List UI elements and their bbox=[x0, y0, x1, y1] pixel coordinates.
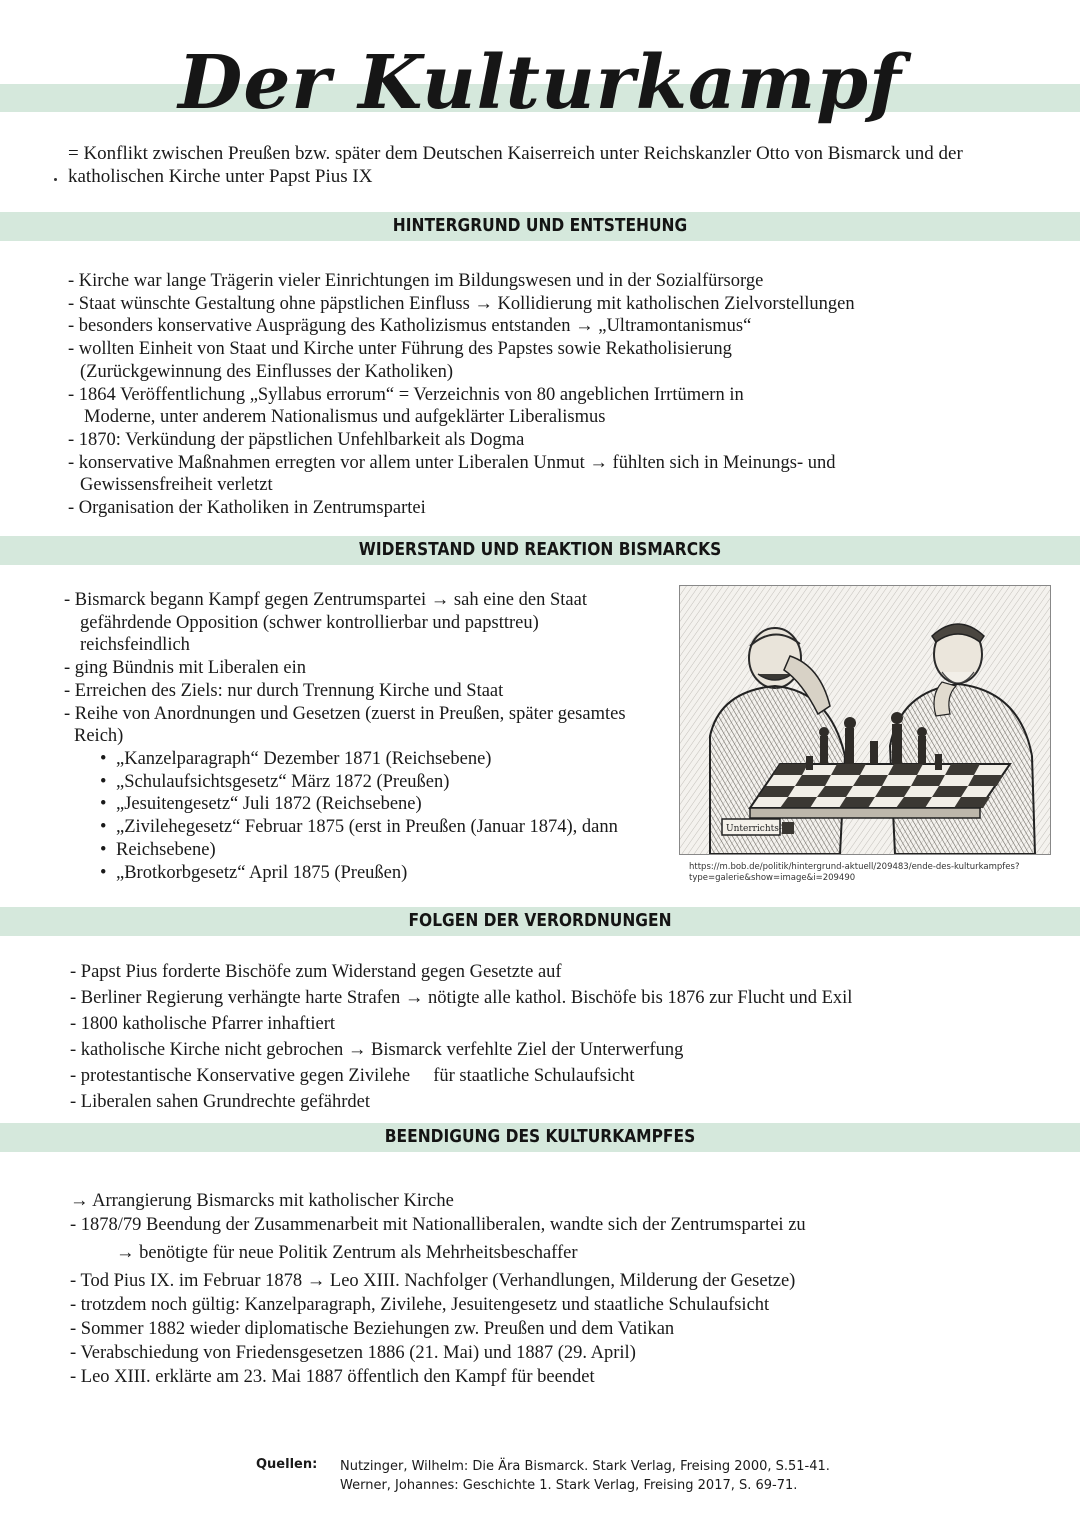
list-item: - 1870: Verkündung der päpstlichen Unfehlbarkeit als Dogma bbox=[68, 429, 525, 450]
law-item-continuation-text: • Reichsebene) bbox=[116, 839, 216, 860]
image-caption-line-2: type=galerie&show=image&i=209490 bbox=[689, 873, 856, 883]
list-item: - trotzdem noch gültig: Kanzelparagraph, Zivilehe, Jesuitengesetz und staatliche Schulaufsicht bbox=[70, 1295, 770, 1315]
image-label-text: Unterrichts- bbox=[726, 824, 782, 834]
list-item: - Kirche war lange Trägerin vieler Einrichtungen im Bildungswesen und in der Sozialfürsorge bbox=[68, 271, 764, 291]
section-heading-beendigung: BEENDIGUNG DES KULTURKAMPFES bbox=[384, 1126, 696, 1147]
list-item: - Staat wünschte Gestaltung ohne päpstlichen Einfluss → Kollidierung mit katholischen Zielvorstellungen bbox=[68, 293, 855, 314]
law-item: • „Brotkorbgesetz“ April 1875 (Preußen) bbox=[98, 862, 618, 885]
list-item bbox=[64, 634, 626, 657]
list-item-continuation: → benötigte für neue Politik Zentrum als Mehrheitsbeschaffer bbox=[116, 1243, 578, 1263]
list-item bbox=[70, 1237, 806, 1269]
image-small-box bbox=[782, 822, 794, 834]
law-item-continuation bbox=[98, 839, 618, 862]
list-item: - katholische Kirche nicht gebrochen → Bismarck verfehlte Ziel der Unterwerfung bbox=[70, 1040, 684, 1060]
hintergrund-list bbox=[68, 270, 855, 520]
law-item: • „Schulaufsichtsgesetz“ März 1872 (Preußen) bbox=[98, 771, 618, 794]
definition: = Konflikt zwischen Preußen bzw. später dem Deutschen Kaiserreich unter Reichskanzler Otto von Bismarck und der katholischen Kirche unter Papst Pius IX bbox=[68, 143, 963, 187]
law-item: • „Kanzelparagraph“ Dezember 1871 (Reichsebene) bbox=[98, 748, 618, 771]
widerstand-list bbox=[64, 589, 626, 748]
page-title: Der Kulturkampf bbox=[178, 40, 902, 126]
list-item: - Berliner Regierung verhängte harte Strafen → nötigte alle kathol. Bischöfe bis 1876 zur Flucht und Exil bbox=[70, 988, 853, 1008]
list-item: - Organisation der Katholiken in Zentrumspartei bbox=[68, 498, 426, 519]
list-item bbox=[68, 474, 855, 497]
law-list bbox=[98, 748, 618, 884]
list-item: - 1878/79 Beendung der Zusammenarbeit mit Nationalliberalen, wandte sich der Zentrumspartei zu bbox=[70, 1215, 806, 1235]
list-item: - ging Bündnis mit Liberalen ein bbox=[64, 658, 306, 679]
list-item-continuation: Gewissensfreiheit verletzt bbox=[80, 475, 273, 496]
source-item: Nutzinger, Wilhelm: Die Ära Bismarck. Stark Verlag, Freising 2000, S.51-41. bbox=[340, 1459, 830, 1474]
list-item bbox=[68, 406, 855, 429]
chess-caricature-illustration bbox=[680, 586, 1050, 854]
list-item: - 1864 Veröffentlichung „Syllabus errorum“ = Verzeichnis von 80 angeblichen Irrtümern in bbox=[68, 384, 744, 405]
list-item: - wollten Einheit von Staat und Kirche unter Führung des Papstes sowie Rekatholisierung bbox=[68, 339, 732, 360]
section-heading-folgen: FOLGEN DER VERORDNUNGEN bbox=[408, 910, 672, 931]
list-item: - Verabschiedung von Friedensgesetzen 1886 (21. Mai) und 1887 (29. April) bbox=[70, 1343, 636, 1363]
list-item bbox=[64, 612, 626, 635]
list-item: - Sommer 1882 wieder diplomatische Beziehungen zw. Preußen und dem Vatikan bbox=[70, 1319, 675, 1339]
image-caption-line-1: https://m.bob.de/politik/hintergrund-aktuell/209483/ende-des-kulturkampfes? bbox=[689, 862, 1020, 872]
chess-caricature-image bbox=[679, 585, 1051, 855]
list-item-continuation: Moderne, unter anderem Nationalismus und aufgeklärter Liberalismus bbox=[84, 407, 606, 428]
sources-label: Quellen: bbox=[256, 1457, 318, 1472]
list-item: - konservative Maßnahmen erregten vor allem unter Liberalen Unmut → fühlten sich in Meinungs- und bbox=[68, 452, 836, 473]
law-item: • „Zivilehegesetz“ Februar 1875 (erst in Preußen (Januar 1874), dann bbox=[98, 816, 618, 839]
section-heading-widerstand: WIDERSTAND UND REAKTION BISMARCKS bbox=[358, 539, 722, 560]
list-item-continuation: gefährdende Opposition (schwer kontrollierbar und papsttreu) bbox=[80, 612, 539, 633]
list-item-continuation: Reich) bbox=[74, 726, 124, 747]
list-item-continuation: reichsfeindlich bbox=[80, 635, 190, 656]
list-item: - protestantische Konservative gegen Zivilehe für staatliche Schulaufsicht bbox=[70, 1066, 635, 1086]
folgen-list bbox=[70, 959, 852, 1115]
section-heading-hintergrund: HINTERGRUND UND ENTSTEHUNG bbox=[392, 215, 688, 236]
beendigung-list bbox=[70, 1189, 806, 1389]
list-item bbox=[68, 361, 855, 384]
image-caption bbox=[689, 862, 1049, 884]
list-item: - Liberalen sahen Grundrechte gefährdet bbox=[70, 1092, 370, 1112]
list-item: → Arrangierung Bismarcks mit katholischer Kirche bbox=[70, 1191, 454, 1211]
list-item: - 1800 katholische Pfarrer inhaftiert bbox=[70, 1014, 336, 1034]
list-item: - Erreichen des Ziels: nur durch Trennung Kirche und Staat bbox=[64, 680, 504, 701]
list-item: - Papst Pius forderte Bischöfe zum Widerstand gegen Gesetzte auf bbox=[70, 962, 562, 982]
stray-dot bbox=[54, 178, 57, 181]
list-item: - Tod Pius IX. im Februar 1878 → Leo XIII. Nachfolger (Verhandlungen, Milderung der Gesetze) bbox=[70, 1271, 796, 1291]
list-item bbox=[64, 725, 626, 748]
sources-list bbox=[340, 1457, 830, 1495]
law-item: • „Jesuitengesetz“ Juli 1872 (Reichsebene) bbox=[98, 793, 618, 816]
list-item: - Leo XIII. erklärte am 23. Mai 1887 öffentlich den Kampf für beendet bbox=[70, 1367, 595, 1387]
list-item-continuation: (Zurückgewinnung des Einflusses der Katholiken) bbox=[80, 361, 453, 382]
source-item: Werner, Johannes: Geschichte 1. Stark Verlag, Freising 2017, S. 69-71. bbox=[340, 1478, 798, 1493]
list-item: - besonders konservative Ausprägung des Katholizismus entstanden → „Ultramontanismus“ bbox=[68, 316, 752, 337]
list-item: - Bismarck begann Kampf gegen Zentrumspartei → sah eine den Staat bbox=[64, 590, 587, 610]
list-item: - Reihe von Anordnungen und Gesetzen (zuerst in Preußen, später gesamtes bbox=[64, 703, 626, 724]
chess-board bbox=[750, 764, 1010, 818]
